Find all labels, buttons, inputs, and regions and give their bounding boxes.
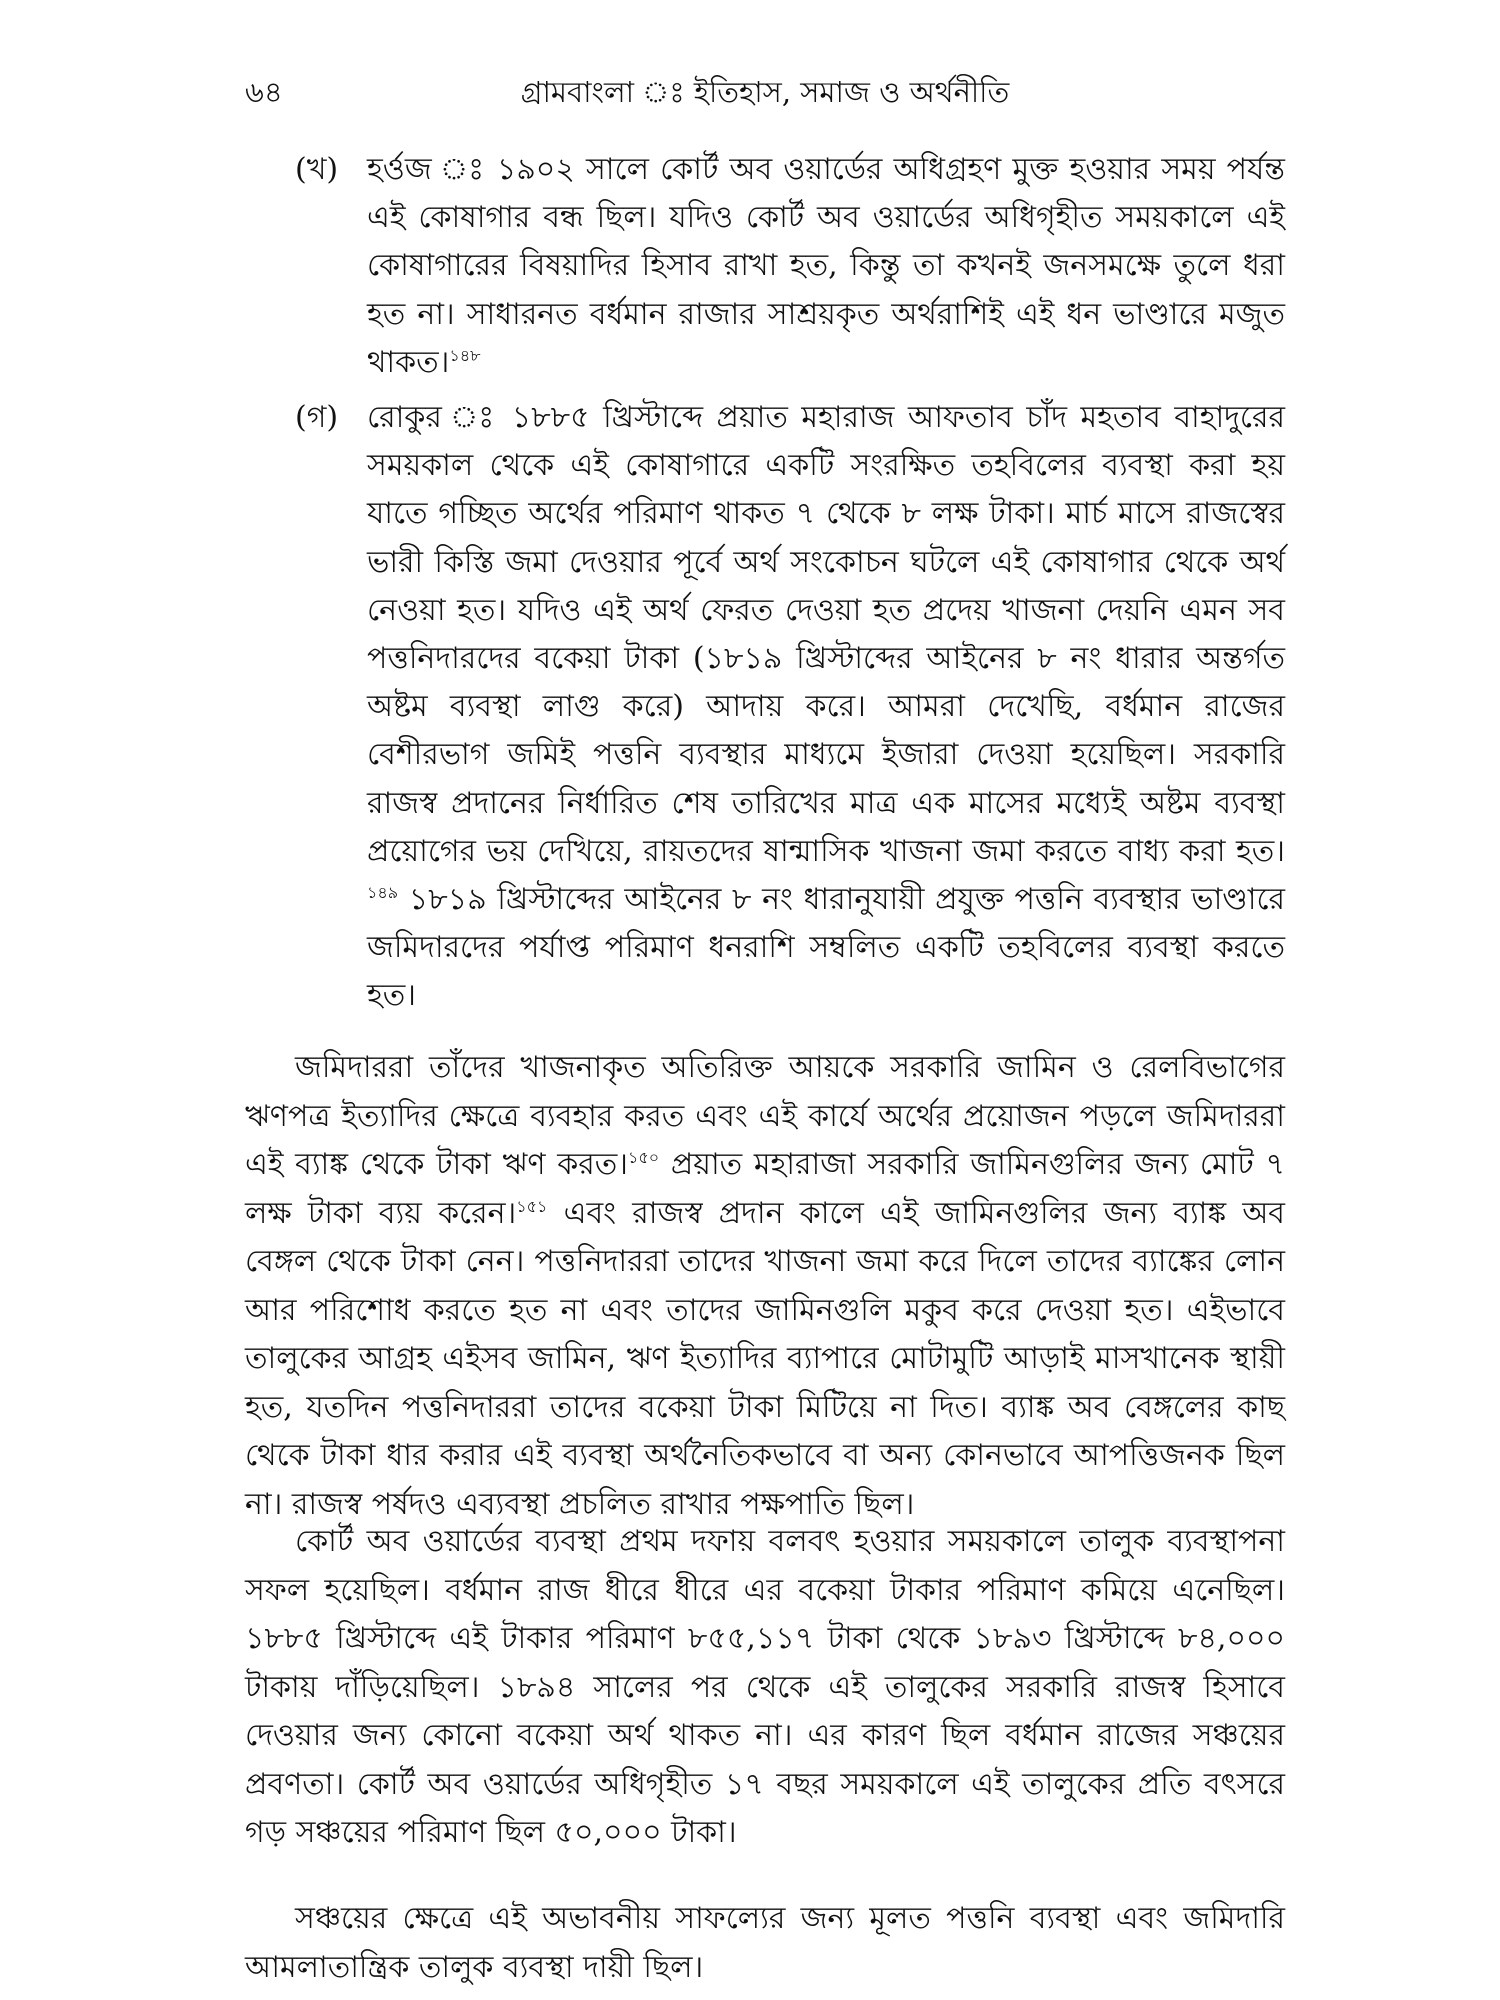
list-item-body-continued: ১৮১৯ খ্রিস্টাব্দের আইনের ৮ নং ধারানুযায়ী প্রযুক্ত পত্তনি ব্যবস্থার ভাণ্ডারে জমিদারদের পর্যাপ্ত পরিমাণ ধনরাশি সম্বলিত একটি তহবিলের ব্যবস্থা করতে হত। bbox=[367, 882, 1285, 1014]
paragraph-text: কোর্ট অব ওয়ার্ডের ব্যবস্থা প্রথম দফায় বলবৎ হওয়ার সময়কালে তালুক ব্যবস্থাপনা সফল হয়েছিল। বর্ধমান রাজ ধীরে ধীরে এর বকেয়া টাকার পরিমাণ কমিয়ে এনেছিল। ১৮৮৫ খ্রিস্টাব্দে এই টাকার পরিমাণ ৮৫৫,১১৭ টাকা থেকে ১৮৯৩ খ্রিস্টাব্দে ৮৪,০০০ টাকায় দাঁড়িয়েছিল। ১৮৯৪ সালের পর থেকে এই তালুকের সরকারি রাজস্ব হিসাবে দেওয়ার জন্য কোনো বকেয়া অর্থ থাকত না। এর কারণ ছিল বর্ধমান রাজের সঞ্চয়ের প্রবণতা। কোর্ট অব ওয়ার্ডের অধিগৃহীত ১৭ বছর সময়কালে এই তালুকের প্রতি বৎসরে গড় সঞ্চয়ের পরিমাণ ছিল ৫০,০০০ টাকা। bbox=[245, 1524, 1285, 1850]
footnote-ref: ১৪৮ bbox=[449, 345, 481, 365]
list-item-label: (খ) bbox=[295, 152, 339, 187]
page-number: ৬৪ bbox=[245, 75, 283, 109]
page-header bbox=[245, 72, 1285, 112]
body-paragraph bbox=[245, 1044, 1285, 1529]
list-item-text bbox=[367, 146, 1285, 387]
list-item-ga bbox=[295, 394, 1285, 1021]
list-item-text bbox=[367, 394, 1285, 1021]
list-item-kha bbox=[295, 146, 1285, 387]
list-item-body: রোকুর ঃ ১৮৮৫ খ্রিস্টাব্দে প্রয়াত মহারাজ আফতাব চাঁদ মহতাব বাহাদুরের সময়কাল থেকে এই কোষাগারে একটি সংরক্ষিত তহবিলের ব্যবস্থা করা হয় যাতে গচ্ছিত অর্থের পরিমাণ থাকত ৭ থেকে ৮ লক্ষ টাকা। মার্চ মাসে রাজস্বের ভারী কিস্তি জমা দেওয়ার পূর্বে অর্থ সংকোচন ঘটলে এই কোষাগার থেকে অর্থ নেওয়া হত। যদিও এই অর্থ ফেরত দেওয়া হত প্রদেয় খাজনা দেয়নি এমন সব পত্তনিদারদের বকেয়া টাকা (১৮১৯ খ্রিস্টাব্দের আইনের ৮ নং ধারার অন্তর্গত অষ্টম ব্যবস্থা লাগু করে) আদায় করে। আমরা দেখেছি, বর্ধমান রাজের বেশীরভাগ জমিই পত্তনি ব্যবস্থার মাধ্যমে ইজারা দেওয়া হয়েছিল। সরকারি রাজস্ব প্রদানের নির্ধারিত শেষ তারিখের মাত্র এক মাসের মধ্যেই অষ্টম ব্যবস্থা প্রয়োগের ভয় দেখিয়ে, রায়তদের ষান্মাসিক খাজনা জমা করতে বাধ্য করা হত। bbox=[367, 400, 1285, 869]
footnote-ref: ১৫১ bbox=[516, 1196, 548, 1216]
paragraph-text: জমিদাররা তাঁদের খাজনাকৃত অতিরিক্ত আয়কে সরকারি জামিন ও রেলবিভাগের ঋণপত্র ইত্যাদির ক্ষেত্রে ব্যবহার করত এবং এই কার্যে অর্থের প্রয়োজন পড়লে জমিদাররা এই ব্যাঙ্ক থেকে টাকা ঋণ করত। bbox=[245, 1050, 1285, 1182]
body-paragraph bbox=[245, 1895, 1285, 1992]
list-item-label: (গ) bbox=[295, 400, 339, 435]
paragraph-text: প্রয়াত মহারাজা সরকারি জামিনগুলির জন্য মোট ৭ লক্ষ টাকা ব্যয় করেন। bbox=[245, 1147, 1285, 1231]
paragraph-text: এবং রাজস্ব প্রদান কালে এই জামিনগুলির জন্য ব্যাঙ্ক অব বেঙ্গল থেকে টাকা নেন। পত্তনিদাররা তাদের খাজনা জমা করে দিলে তাদের ব্যাঙ্কের লোন আর পরিশোধ করতে হত না এবং তাদের জামিনগুলি মকুব করে দেওয়া হত। এইভাবে তালুকের আগ্রহ এইসব জামিন, ঋণ ইত্যাদির ব্যাপারে মোটামুটি আড়াই মাসখানেক স্থায়ী হত, যতদিন পত্তনিদাররা তাদের বকেয়া টাকা মিটিয়ে না দিত। ব্যাঙ্ক অব বেঙ্গলের কাছ থেকে টাকা ধার করার এই ব্যবস্থা অর্থনৈতিকভাবে বা অন্য কোনভাবে আপত্তিজনক ছিল না। রাজস্ব পর্ষদও এব্যবস্থা প্রচলিত রাখার পক্ষপাতি ছিল। bbox=[245, 1195, 1286, 1522]
footnote-ref: ১৪৯ bbox=[367, 883, 399, 903]
list-item-body: হর্ওজ ঃ ১৯০২ সালে কোর্ট অব ওয়ার্ডের অধিগ্রহণ মুক্ত হওয়ার সময় পর্যন্ত এই কোষাগার বন্ধ ছিল। যদিও কোর্ট অব ওয়ার্ডের অধিগৃহীত সময়কালে এই কোষাগারের বিষয়াদির হিসাব রাখা হত, কিন্তু তা কখনই জনসমক্ষে তুলে ধরা হত না। সাধারনত বর্ধমান রাজার সাশ্রয়কৃত অর্থরাশিই এই ধন ভাণ্ডারে মজুত থাকত। bbox=[367, 152, 1285, 380]
body-paragraph bbox=[245, 1518, 1285, 1858]
running-title: গ্রামবাংলা ঃ ইতিহাস, সমাজ ও অর্থনীতি bbox=[520, 75, 1010, 109]
paragraph-text: সঞ্চয়ের ক্ষেত্রে এই অভাবনীয় সাফল্যের জন্য মূলত পত্তনি ব্যবস্থা এবং জমিদারি আমলাতান্ত্রিক তালুক ব্যবস্থা দায়ী ছিল। bbox=[245, 1901, 1285, 1985]
footnote-ref: ১৫০ bbox=[627, 1148, 660, 1167]
